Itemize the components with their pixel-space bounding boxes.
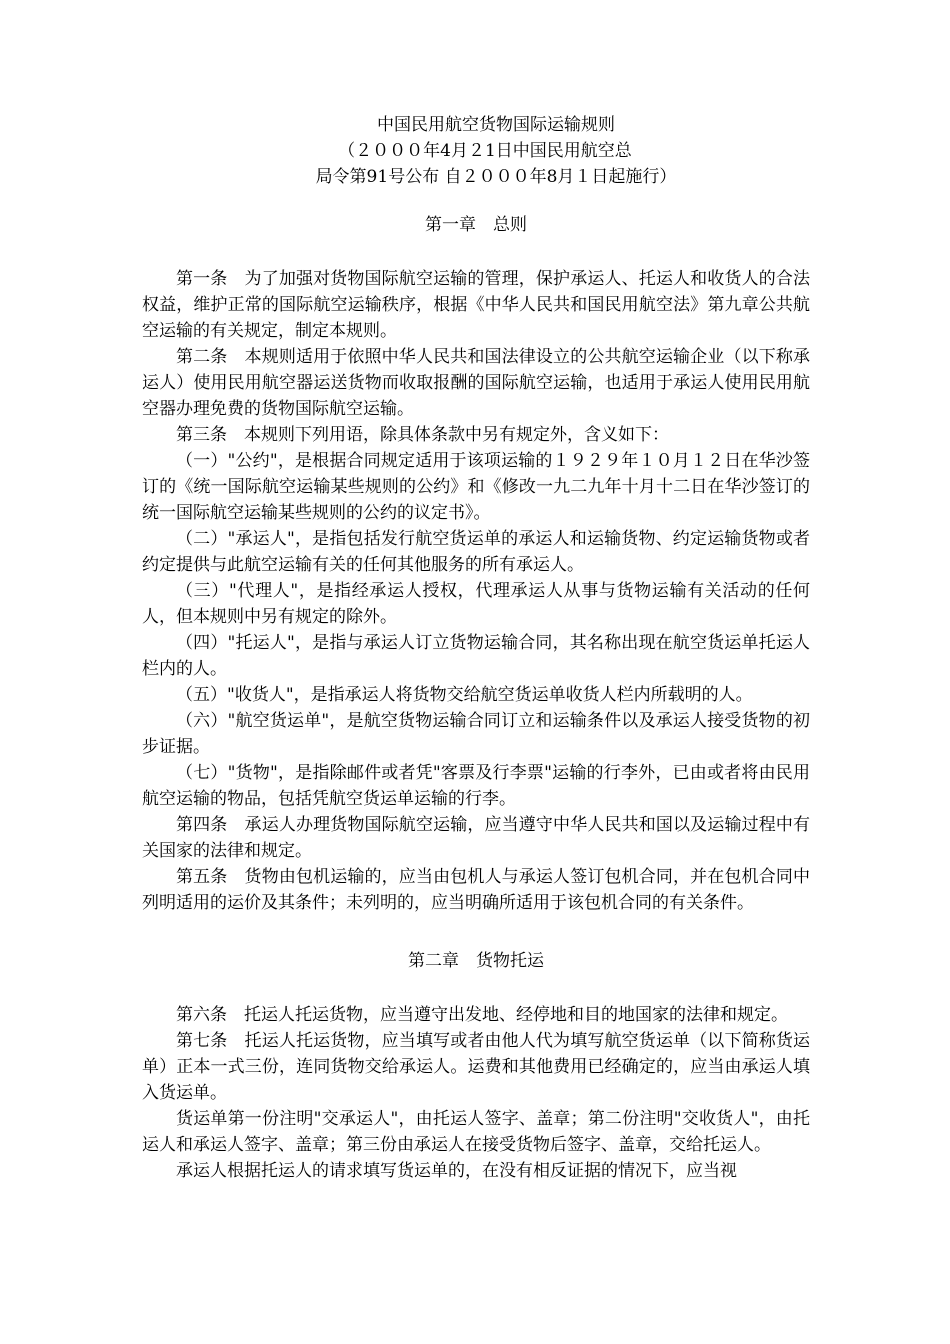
title-line-2: （２０００年4月２1日中国民用航空总	[338, 141, 632, 161]
article-7-para-2: 货运单第一份注明"交承运人"，由托运人签字、盖章；第二份注明"交收货人"，由托运人和承运人签字、盖章；第三份由承运人在接受货物后签字、盖章，交给托运人。	[142, 1109, 810, 1155]
document-title	[142, 112, 810, 190]
article-3-item-2: （二）"承运人"，是指包括发行航空货运单的承运人和运输货物、约定运输货物或者约定提供与此航空运输有关的任何其他服务的所有承运人。	[142, 529, 810, 575]
title-line-3: 局令第91号公布 自２０００年8月１日起施行）	[315, 167, 677, 187]
chapter-1-heading: 第一章 总则	[425, 215, 527, 235]
chapter-2-body	[142, 1002, 810, 1184]
article-1: 第一条 为了加强对货物国际航空运输的管理，保护承运人、托运人和收货人的合法权益，维护正常的国际航空运输秩序，根据《中华人民共和国民用航空法》第九章公共航空运输的有关规定，制定本规则。	[142, 269, 810, 341]
article-3-item-1: （一）"公约"，是根据合同规定适用于该项运输的１９２９年１０月１２日在华沙签订的《统一国际航空运输某些规则的公约》和《修改一九二九年十月十二日在华沙签订的统一国际航空运输某些规则的公约的议定书》。	[142, 451, 810, 523]
chapter-2-heading: 第二章 货物托运	[408, 951, 544, 971]
document-page	[142, 112, 810, 1184]
article-3-item-7: （七）"货物"，是指除邮件或者凭"客票及行李票"运输的行李外，已由或者将由民用航空运输的物品，包括凭航空货运单运输的行李。	[142, 763, 810, 809]
article-3-item-4: （四）"托运人"，是指与承运人订立货物运输合同，其名称出现在航空货运单托运人栏内的人。	[142, 633, 810, 679]
article-7: 第七条 托运人托运货物，应当填写或者由他人代为填写航空货运单（以下简称货运单）正本一式三份，连同货物交给承运人。运费和其他费用已经确定的，应当由承运人填入货运单。	[142, 1031, 810, 1103]
article-3-item-6: （六）"航空货运单"，是航空货物运输合同订立和运输条件以及承运人接受货物的初步证据。	[142, 711, 810, 757]
article-2: 第二条 本规则适用于依照中华人民共和国法律设立的公共航空运输企业（以下称承运人）使用民用航空器运送货物而收取报酬的国际航空运输，也适用于承运人使用民用航空器办理免费的货物国际航空运输。	[142, 347, 810, 419]
article-7-para-3: 承运人根据托运人的请求填写货运单的，在没有相反证据的情况下，应当视	[176, 1161, 737, 1181]
article-4: 第四条 承运人办理货物国际航空运输，应当遵守中华人民共和国以及运输过程中有关国家的法律和规定。	[142, 815, 810, 861]
article-5: 第五条 货物由包机运输的，应当由包机人与承运人签订包机合同，并在包机合同中列明适用的运价及其条件；未列明的，应当明确所适用于该包机合同的有关条件。	[142, 867, 810, 913]
article-6: 第六条 托运人托运货物，应当遵守出发地、经停地和目的地国家的法律和规定。	[176, 1005, 788, 1025]
title-line-1: 中国民用航空货物国际运输规则	[377, 115, 615, 135]
article-3-item-3: （三）"代理人"，是指经承运人授权，代理承运人从事与货物运输有关活动的任何人，但本规则中另有规定的除外。	[142, 581, 810, 627]
chapter-1-body	[142, 266, 810, 916]
article-3: 第三条 本规则下列用语，除具体条款中另有规定外，含义如下：	[176, 425, 669, 445]
article-3-item-5: （五）"收货人"，是指承运人将货物交给航空货运单收货人栏内所载明的人。	[176, 685, 753, 705]
